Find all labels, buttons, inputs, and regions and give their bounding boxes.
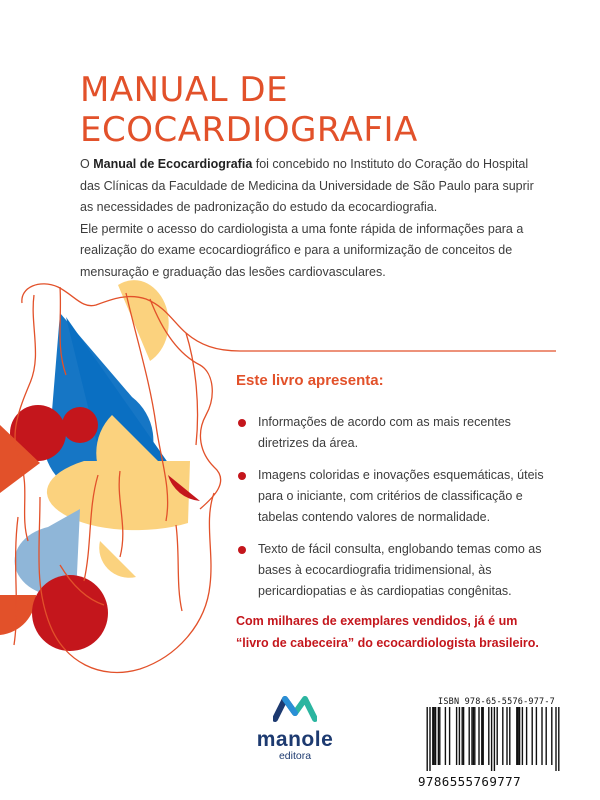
book-title: [80, 70, 540, 150]
barcode-bar: [536, 707, 537, 765]
barcode-bar: [522, 707, 523, 765]
barcode-bar: [439, 707, 440, 765]
barcode-bar: [481, 707, 482, 765]
barcode-bar: [462, 707, 463, 765]
list-item-text: Imagens coloridas e inovações esquemáticas, úteis para o iniciante, com critérios de classificação e tabelas contendo valores de normalidade.: [258, 468, 544, 524]
list-item-text: Texto de fácil consulta, englobando temas como as bases à ecocardiografia tridimensional, às pericardiopatias e às cardiopatias congênitas.: [258, 542, 542, 598]
publisher-name: manole: [256, 728, 334, 751]
features-heading: Este livro apresenta:: [236, 372, 384, 389]
barcode-bar: [519, 707, 520, 765]
intro-paragraph-2: Ele permite o acesso do cardiologista a uma fonte rápida de informações para a realização do exame ecocardiográfico e para a uniformização de conceitos de mensuração e graduação das lesões cardiovasculares.: [80, 221, 524, 279]
barcode-bar: [432, 707, 433, 765]
intro-rest: foi concebido no Instituto do Coração do Hospital das Clínicas da Faculdade de Medicina da Universidade de São Paulo para suprir as necessidades de padronização do estudo da ecocardiografia.: [80, 157, 534, 214]
publisher-logo: [240, 695, 350, 762]
barcode-bar: [558, 707, 559, 771]
title-line-2: ECOCARDIOGRAFIA: [80, 110, 418, 150]
barcode-bar: [478, 707, 479, 765]
barcode-bar: [469, 707, 470, 765]
list-item: [238, 539, 558, 602]
isbn-barcode: [418, 697, 568, 789]
intro-paragraph-1: [80, 154, 550, 219]
red-circle-large: [32, 575, 108, 651]
barcode-bar: [491, 707, 492, 771]
barcode-bar: [471, 707, 472, 765]
barcode-bar: [427, 707, 428, 771]
manole-logo-icon: [273, 695, 317, 723]
barcode-bar: [502, 707, 503, 765]
red-circle-mid: [62, 407, 98, 443]
barcode-bar: [459, 707, 460, 765]
bullet-icon: [238, 472, 246, 480]
barcode-bar: [435, 707, 436, 765]
barcode-bar: [494, 707, 495, 771]
intro-prefix: O: [80, 157, 94, 171]
bullet-icon: [238, 546, 246, 554]
intro-book-name: Manual de Ecocardiografia: [93, 157, 253, 171]
list-item-text: Informações de acordo com as mais recentes diretrizes da área.: [258, 415, 511, 450]
publisher-subtitle: editora: [278, 750, 312, 762]
barcode-bar: [429, 707, 430, 771]
barcode-bar: [483, 707, 484, 765]
barcode-bar: [509, 707, 510, 765]
barcode-bar: [555, 707, 556, 771]
barcode-bar: [488, 707, 489, 765]
bullet-icon: [238, 419, 246, 427]
closing-line-1: Com milhares de exemplares vendidos, já é um: [236, 614, 518, 628]
barcode-bar: [438, 707, 439, 765]
barcode-bar: [546, 707, 547, 765]
closing-statement: [236, 610, 566, 654]
yellow-shape-small: [99, 541, 136, 578]
title-line-1: MANUAL DE: [80, 70, 289, 110]
barcode-bar: [518, 707, 519, 765]
barcode-bar: [506, 707, 507, 765]
barcode-bar: [551, 707, 552, 765]
barcode-bar: [516, 707, 517, 765]
orange-wedge-bottom: [0, 595, 36, 635]
barcode-bar: [474, 707, 475, 765]
barcode-bar: [463, 707, 464, 765]
barcode-bar: [449, 707, 450, 765]
isbn-label: ISBN 978-65-5576-977-7: [438, 697, 555, 707]
features-list: [238, 412, 558, 613]
barcode-graphic: [418, 707, 568, 771]
barcode-bar: [456, 707, 457, 765]
closing-line-2: “livro de cabeceira” do ecocardiologista brasileiro.: [236, 636, 539, 650]
yellow-shape-top: [118, 280, 169, 361]
list-item: [238, 465, 558, 528]
barcode-bar: [473, 707, 474, 765]
barcode-bar: [497, 707, 498, 765]
barcode-bar: [434, 707, 435, 765]
barcode-bar: [526, 707, 527, 765]
isbn-digits: 9786555769777: [418, 774, 522, 789]
barcode-bar: [541, 707, 542, 765]
intro-text: [80, 154, 550, 283]
barcode-bar: [532, 707, 533, 765]
barcode-bar: [445, 707, 446, 765]
list-item: [238, 412, 558, 454]
